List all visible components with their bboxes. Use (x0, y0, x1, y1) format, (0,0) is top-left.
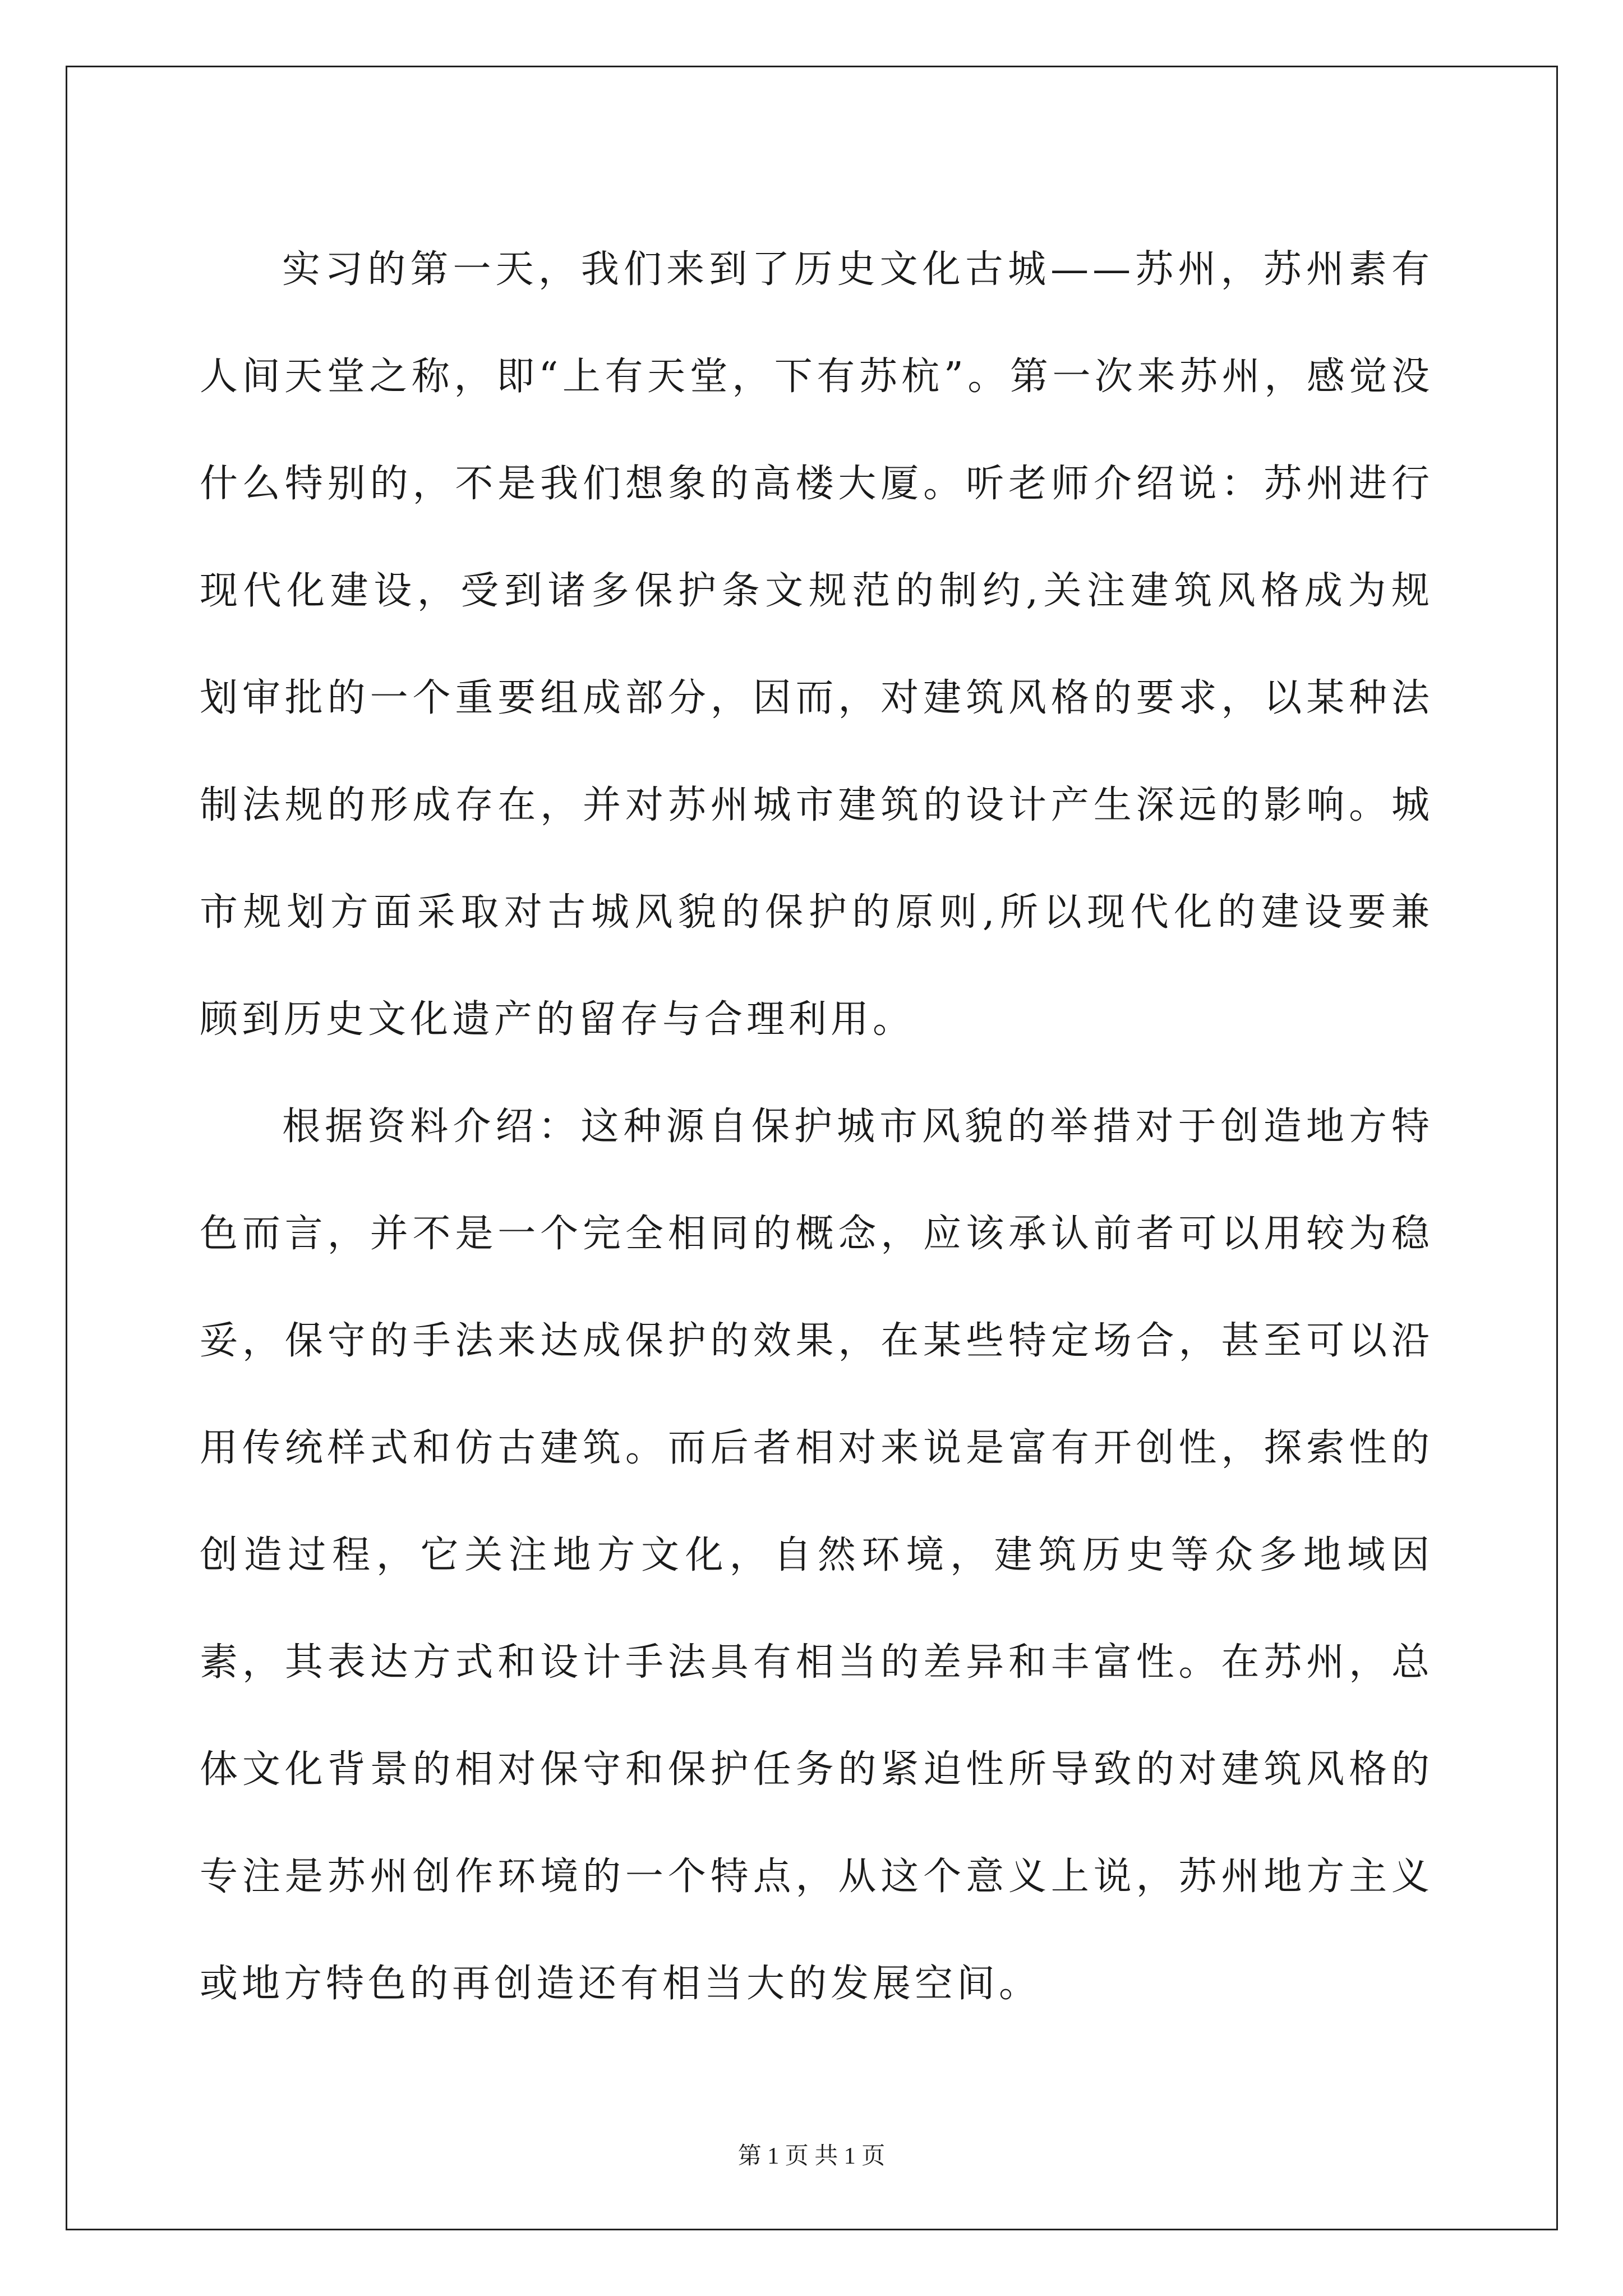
paragraph-2: 根据资料介绍：这种源自保护城市风貌的举措对于创造地方特色而言，并不是一个完全相同的概念，应该承认前者可以用较为稳妥，保守的手法来达成保护的效果，在某些特定场合，甚至可以沿用传统样式和仿古建筑。而后者相对来说是富有开创性，探索性的创造过程，它关注地方文化，自然环境，建筑历史等众多地域因素，其表达方式和设计手法具有相当的差异和丰富性。在苏州，总体文化背景的相对保守和保护任务的紧迫性所导致的对建筑风格的专注是苏州创作环境的一个特点，从这个意义上说，苏州地方主义或地方特色的再创造还有相当大的发展空间。 (200, 1105, 1433, 2006)
document-body (200, 216, 1433, 2037)
page-footer: 第 1 页 共 1 页 (737, 2143, 886, 2169)
paragraph-1: 实习的第一天，我们来到了历史文化古城——苏州，苏州素有人间天堂之称，即“上有天堂，下有苏杭”。第一次来苏州，感觉没什么特别的，不是我们想象的高楼大厦。听老师介绍说：苏州进行现代化建设，受到诸多保护条文规范的制约,关注建筑风格成为规划审批的一个重要组成部分，因而，对建筑风格的要求，以某种法制法规的形成存在，并对苏州城市建筑的设计产生深远的影响。城市规划方面采取对古城风貌的保护的原则,所以现代化的建设要兼顾到历史文化遗产的留存与合理利用。 (200, 247, 1433, 1042)
